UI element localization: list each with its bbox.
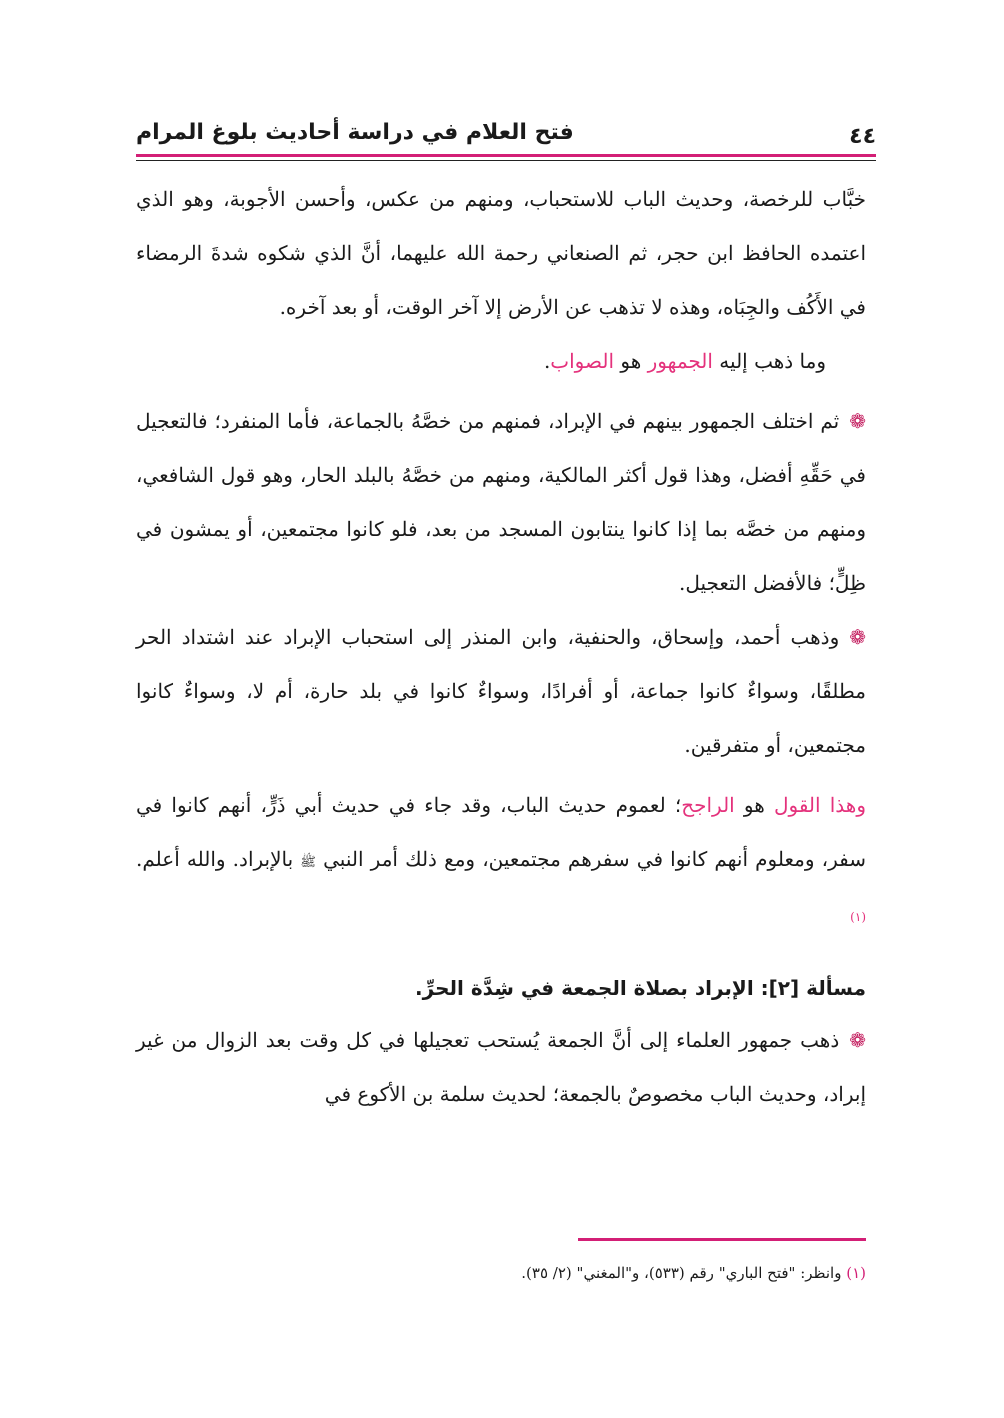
honorific-glyph: ﷺ <box>300 855 317 870</box>
highlight-sawab: الصواب <box>550 349 615 373</box>
footnote-text: وانظر: "فتح الباري" رقم (٥٣٣)، و"المغني" (٢/ ٣٥). <box>521 1264 847 1282</box>
page-number: ٤٤ <box>849 124 876 149</box>
paragraph-5-text-c: بالإبراد. والله أعلم. <box>136 847 301 871</box>
section-heading-label: مسألة [٢]: <box>760 975 866 1000</box>
flower-ornament-icon: ❁ <box>849 409 866 433</box>
paragraph-2-text-c: . <box>543 349 551 373</box>
footnote-reference[interactable]: (١) <box>850 910 866 924</box>
paragraph-5-text-a: هو <box>734 793 774 817</box>
paragraph-2-text-b: هو <box>614 349 648 373</box>
flower-ornament-icon: ❁ <box>849 1027 866 1052</box>
footnote <box>136 1264 866 1282</box>
page-body <box>136 172 866 1121</box>
book-title: فتح العلام في دراسة أحاديث بلوغ المرام <box>136 120 574 145</box>
paragraph-5-text-b: ؛ لعموم حديث الباب، وقد جاء في حديث أبي ذَرٍّ، أنهم كانوا في سفر، ومعلوم أنهم كانوا في سفرهم مجتمعين، ومع ذلك أمر النبي <box>136 793 866 871</box>
header-rule <box>136 154 876 157</box>
paragraph-6-text: ذهب جمهور العلماء إلى أنَّ الجمعة يُستحب تعجيلها في كل وقت بعد الزوال من غير إبراد، وحديث الباب مخصوصٌ بالجمعة؛ لحديث سلمة بن الأكوع في <box>136 1027 866 1106</box>
page-header <box>136 110 876 154</box>
footnote-number: (١) <box>846 1264 866 1282</box>
flower-ornament-icon: ❁ <box>849 625 866 649</box>
paragraph-4 <box>136 610 866 772</box>
highlight-rajih: الراجح <box>681 793 735 817</box>
paragraph-3 <box>136 394 866 610</box>
highlight-jumhur: الجمهور <box>647 349 713 373</box>
paragraph-4-text: وذهب أحمد، وإسحاق، والحنفية، وابن المنذر إلى استحباب الإبراد عند اشتداد الحر مطلقًا، وسواءٌ كانوا جماعة، أو أفرادًا، وسواءٌ كانوا في بلد حارة، أم لا، وسواءٌ كانوا مجتمعين، أو متفرقين. <box>136 625 866 757</box>
section-heading-text: الإبراد بصلاة الجمعة في شِدَّة الحرِّ. <box>415 975 761 1000</box>
paragraph-6 <box>136 1013 866 1121</box>
paragraph-3-text: ثم اختلف الجمهور بينهم في الإبراد، فمنهم من خصَّهُ بالجماعة، فأما المنفرد؛ فالتعجيل في حَقِّهِ أفضل، وهذا قول أكثر المالكية، ومنهم من خصَّهُ بالبلد الحار، وهو قول الشافعي، ومنهم من خصَّه بما إذا كانوا ينتابون المسجد من بعد، فلو كانوا مجتمعين، أو يمشون في ظِلٍّ؛ فالأفضل التعجيل. <box>136 409 866 595</box>
section-heading <box>136 963 866 1013</box>
highlight-this-opinion: وهذا القول <box>773 793 867 817</box>
paragraph-5 <box>136 778 866 949</box>
paragraph-2 <box>136 334 866 388</box>
footnote-rule <box>578 1238 866 1241</box>
header-rule-thin <box>136 160 876 161</box>
paragraph-2-text-a: وما ذهب إليه <box>712 349 826 373</box>
paragraph-1: خبَّاب للرخصة، وحديث الباب للاستحباب، ومنهم من عكس، وأحسن الأجوبة، وهو الذي اعتمده الحافظ ابن حجر، ثم الصنعاني رحمة الله عليهما، أنَّ الذي شكوه شدةَ الرمضاء في الأَكُف والجِبَاه، وهذه لا تذهب عن الأرض إلا آخر الوقت، أو بعد آخره. <box>136 187 866 319</box>
